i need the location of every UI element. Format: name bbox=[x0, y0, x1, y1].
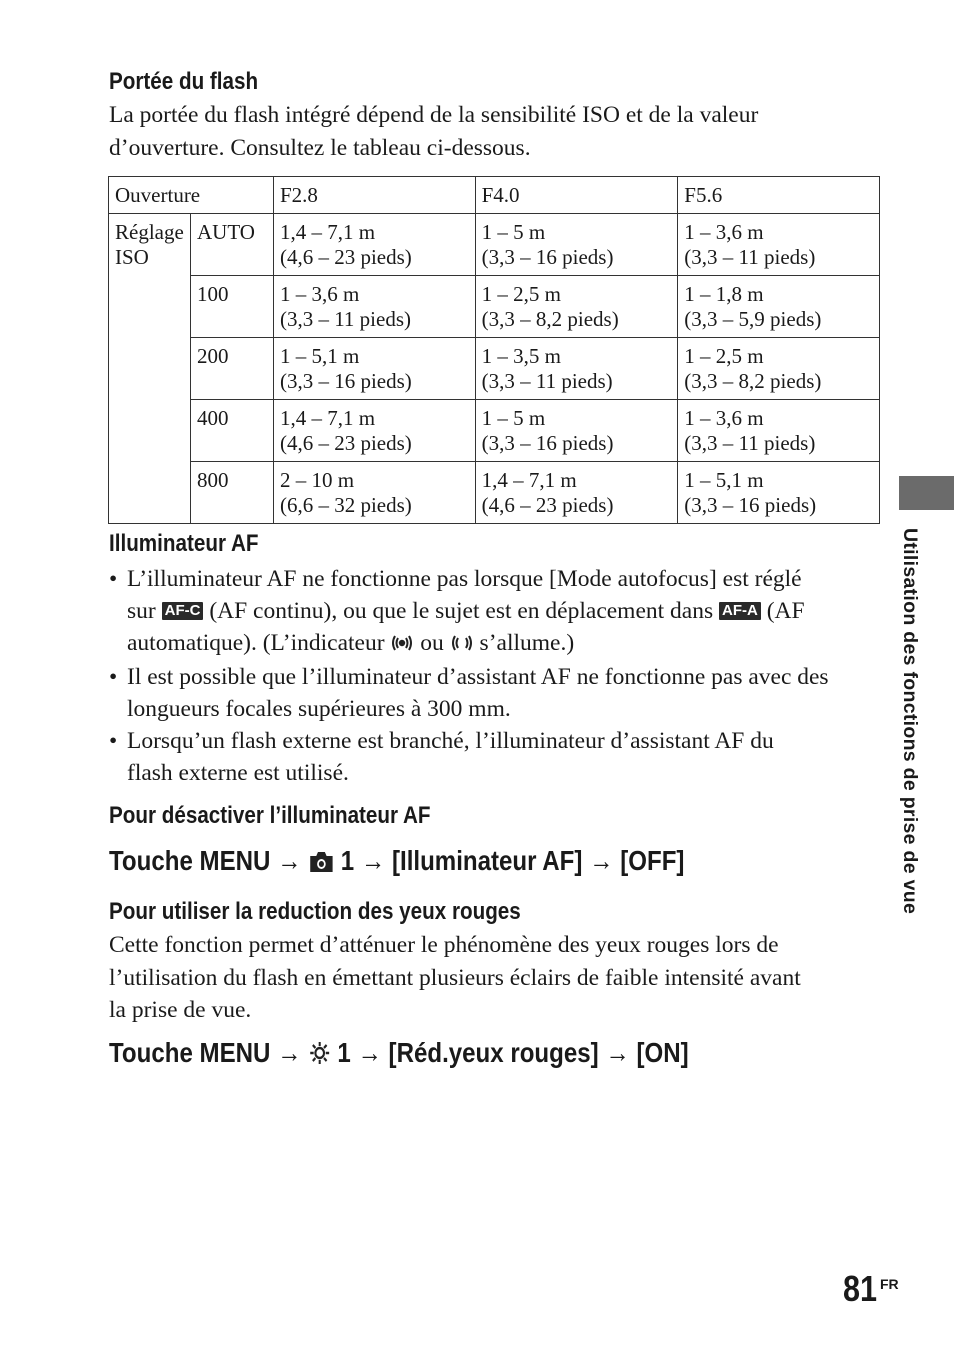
list-item: • L’illuminateur AF ne fonctionne pas lorsque [Mode autofocus] est réglé sur AF-C (AF continu), ou que le sujet est en déplacement dans AF-A (AF automatique). (L’indicateur ou s’allume.) bbox=[109, 563, 879, 661]
table-cell: 1 – 5 m (3,3 – 16 pieds) bbox=[475, 214, 678, 276]
table-cell: 1,4 – 7,1 m (4,6 – 23 pieds) bbox=[273, 214, 475, 276]
af-illuminator-on-icon bbox=[390, 629, 414, 661]
header-aperture: Ouverture bbox=[109, 177, 274, 214]
iso-setting-label: Réglage ISO bbox=[109, 214, 191, 524]
header-f40: F4.0 bbox=[475, 177, 678, 214]
table-cell: 1 – 5,1 m (3,3 – 16 pieds) bbox=[678, 462, 880, 524]
table-cell: 1 – 3,6 m (3,3 – 11 pieds) bbox=[273, 276, 475, 338]
table-cell: 1 – 5,1 m (3,3 – 16 pieds) bbox=[273, 338, 475, 400]
menu-path-disable-af: Touche MENU → 1 → [Illuminateur AF] → [OFF] bbox=[109, 845, 778, 879]
section-heading-red-eye: Pour utiliser la reduction des yeux rouges bbox=[109, 898, 521, 925]
flash-range-intro: La portée du flash intégré dépend de la sensibilité ISO et de la valeur d’ouverture. Consultez le tableau ci-dessous. bbox=[109, 102, 759, 161]
table-cell: 1 – 3,6 m (3,3 – 11 pieds) bbox=[678, 214, 880, 276]
camera-icon bbox=[308, 847, 334, 879]
table-row bbox=[109, 338, 880, 400]
af-illuminator-blink-icon bbox=[450, 629, 474, 661]
flash-range-table bbox=[108, 176, 880, 524]
iso-value: 800 bbox=[190, 462, 273, 524]
table-cell: 1,4 – 7,1 m (4,6 – 23 pieds) bbox=[475, 462, 678, 524]
af-a-badge: AF-A bbox=[719, 602, 761, 620]
table-row bbox=[109, 276, 880, 338]
chapter-tab-marker bbox=[899, 476, 954, 510]
iso-value: 200 bbox=[190, 338, 273, 400]
chapter-side-label: Utilisation des fonctions de prise de vue bbox=[899, 528, 921, 915]
header-f56: F5.6 bbox=[678, 177, 880, 214]
table-cell: 1,4 – 7,1 m (4,6 – 23 pieds) bbox=[273, 400, 475, 462]
table-header-row bbox=[109, 177, 880, 214]
table-cell: 1 – 3,6 m (3,3 – 11 pieds) bbox=[678, 400, 880, 462]
header-f28: F2.8 bbox=[273, 177, 475, 214]
table-row bbox=[109, 214, 880, 276]
section-heading-flash-range: Portée du flash bbox=[109, 68, 259, 95]
red-eye-description: Cette fonction permet d’atténuer le phénomène des yeux rouges lors de l’utilisation du flash en émettant plusieurs éclairs de faible intensité avant la prise de vue. bbox=[109, 932, 801, 1023]
table-row bbox=[109, 462, 880, 524]
table-cell: 1 – 2,5 m (3,3 – 8,2 pieds) bbox=[475, 276, 678, 338]
af-c-badge: AF-C bbox=[162, 602, 204, 620]
table-cell: 1 – 2,5 m (3,3 – 8,2 pieds) bbox=[678, 338, 880, 400]
page-number: 81 FR bbox=[843, 1268, 899, 1309]
table-cell: 1 – 1,8 m (3,3 – 5,9 pieds) bbox=[678, 276, 880, 338]
iso-value: AUTO bbox=[190, 214, 273, 276]
table-cell: 1 – 3,5 m (3,3 – 11 pieds) bbox=[475, 338, 678, 400]
section-heading-disable-af: Pour désactiver l’illuminateur AF bbox=[109, 802, 431, 829]
menu-path-red-eye: Touche MENU → 1 → [Réd.yeux rouges] → [ON] bbox=[109, 1037, 783, 1071]
table-cell: 1 – 5 m (3,3 – 16 pieds) bbox=[475, 400, 678, 462]
language-code: FR bbox=[880, 1276, 899, 1292]
iso-value: 400 bbox=[190, 400, 273, 462]
list-item: • Il est possible que l’illuminateur d’assistant AF ne fonctionne pas avec des longueurs focales supérieures à 300 mm. bbox=[109, 663, 829, 722]
table-cell: 2 – 10 m (6,6 – 32 pieds) bbox=[273, 462, 475, 524]
section-heading-af-illuminator: Illuminateur AF bbox=[109, 530, 259, 557]
list-item: • Lorsqu’un flash externe est branché, l’illuminateur d’assistant AF du flash externe est utilisé. bbox=[109, 727, 774, 786]
gear-icon bbox=[308, 1039, 330, 1071]
table-row bbox=[109, 400, 880, 462]
af-illuminator-notes bbox=[109, 563, 879, 789]
iso-value: 100 bbox=[190, 276, 273, 338]
